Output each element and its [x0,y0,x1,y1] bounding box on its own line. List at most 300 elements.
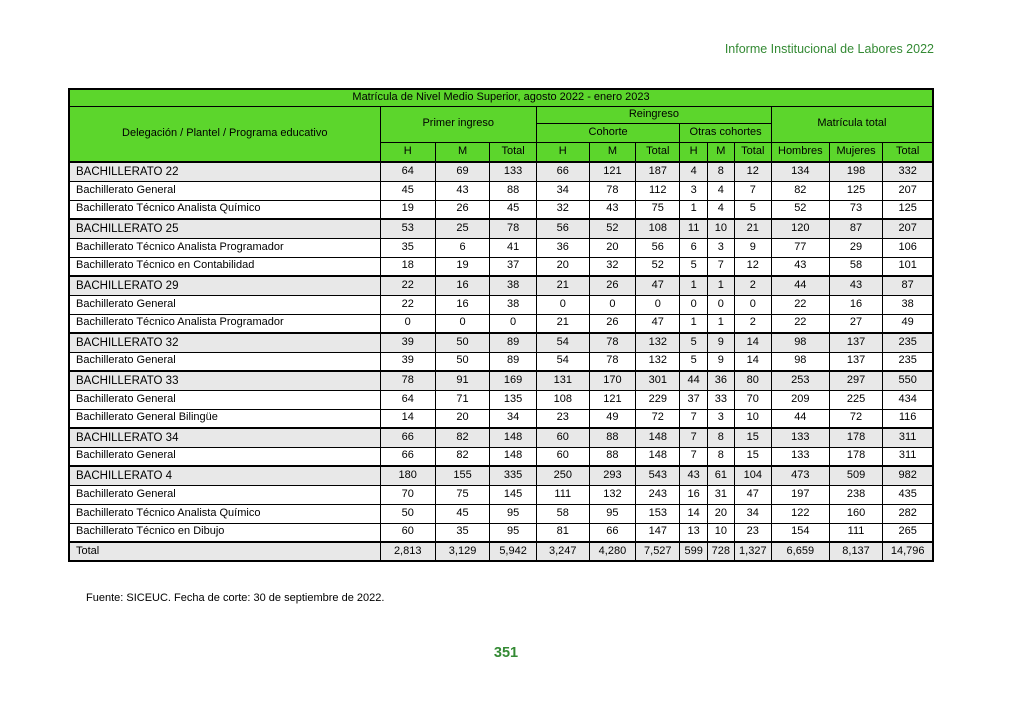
row-label: BACHILLERATO 32 [69,333,380,352]
row-value: 27 [829,314,883,333]
row-value: 52 [771,200,829,219]
row-value: 82 [435,447,489,466]
row-value: 108 [536,390,589,409]
row-value: 4 [680,162,708,181]
subcolumn-header: Hombres [771,142,829,162]
row-value: 543 [636,466,680,485]
row-value: 0 [707,295,734,314]
subcolumn-header: H [680,142,708,162]
table-group-header-row [69,106,933,123]
row-value: 5 [680,333,708,352]
row-value: 0 [680,295,708,314]
row-value: 293 [589,466,636,485]
row-value: 56 [536,219,589,238]
subcolumn-header: Total [636,142,680,162]
row-label: Bachillerato General Bilingüe [69,409,380,428]
row-value: 64 [380,390,435,409]
row-value: 131 [536,371,589,390]
row-value: 38 [490,276,537,295]
row-value: 36 [536,238,589,257]
row-label: Bachillerato Técnico en Dibujo [69,523,380,542]
row-value: 1 [680,314,708,333]
row-value: 145 [490,485,537,504]
row-value: 169 [490,371,537,390]
row-value: 137 [829,352,883,371]
row-value: 60 [536,428,589,447]
row-value: 187 [636,162,680,181]
table-row [69,238,933,257]
row-value: 60 [536,447,589,466]
row-value: 50 [435,333,489,352]
row-value: 6,659 [771,542,829,561]
table-body [69,162,933,561]
row-value: 132 [636,352,680,371]
row-value: 35 [435,523,489,542]
row-value: 16 [435,295,489,314]
row-value: 75 [636,200,680,219]
row-value: 52 [589,219,636,238]
row-value: 12 [734,162,771,181]
row-value: 37 [490,257,537,276]
table-title: Matrícula de Nivel Medio Superior, agosto 2022 - enero 2023 [69,89,933,106]
row-value: 49 [589,409,636,428]
row-value: 26 [589,314,636,333]
row-value: 0 [380,314,435,333]
row-value: 253 [771,371,829,390]
row-value: 16 [829,295,883,314]
row-value: 98 [771,333,829,352]
row-value: 148 [490,428,537,447]
row-value: 7 [734,181,771,200]
row-value: 50 [380,504,435,523]
column-group-primer-ingreso: Primer ingreso [380,106,536,142]
row-value: 155 [435,466,489,485]
table-title-row [69,89,933,106]
row-value: 32 [536,200,589,219]
row-value: 160 [829,504,883,523]
subcolumn-header: M [707,142,734,162]
subcolumn-header: Total [734,142,771,162]
row-value: 8 [707,447,734,466]
row-value: 207 [883,219,933,238]
row-value: 14 [380,409,435,428]
row-value: 22 [771,295,829,314]
row-value: 98 [771,352,829,371]
row-value: 88 [589,428,636,447]
row-value: 50 [435,352,489,371]
row-value: 0 [536,295,589,314]
row-label: BACHILLERATO 29 [69,276,380,295]
table-row [69,314,933,333]
column-header-delegacion: Delegación / Plantel / Programa educativo [69,106,380,162]
row-label: Bachillerato Técnico Analista Programador [69,314,380,333]
row-value: 33 [707,390,734,409]
row-value: 72 [636,409,680,428]
row-value: 43 [589,200,636,219]
row-value: 9 [707,352,734,371]
row-value: 70 [734,390,771,409]
row-value: 45 [435,504,489,523]
row-value: 332 [883,162,933,181]
row-value: 509 [829,466,883,485]
source-note: Fuente: SICEUC. Fecha de corte: 30 de septiembre de 2022. [86,592,385,604]
row-value: 111 [829,523,883,542]
row-value: 599 [680,542,708,561]
row-value: 170 [589,371,636,390]
row-label: Bachillerato Técnico Analista Químico [69,504,380,523]
row-value: 0 [490,314,537,333]
group-row [69,162,933,181]
row-value: 25 [435,219,489,238]
subcolumn-header: M [589,142,636,162]
row-value: 335 [490,466,537,485]
group-row [69,276,933,295]
row-value: 39 [380,333,435,352]
row-value: 282 [883,504,933,523]
row-value: 45 [490,200,537,219]
row-value: 122 [771,504,829,523]
row-value: 95 [490,523,537,542]
row-value: 1,327 [734,542,771,561]
row-value: 89 [490,352,537,371]
row-value: 235 [883,333,933,352]
row-value: 153 [636,504,680,523]
row-value: 125 [829,181,883,200]
row-value: 148 [636,447,680,466]
row-value: 9 [734,238,771,257]
row-value: 1 [680,276,708,295]
row-value: 106 [883,238,933,257]
row-value: 44 [771,276,829,295]
group-row [69,371,933,390]
row-value: 3,129 [435,542,489,561]
table-row [69,523,933,542]
total-row [69,542,933,561]
row-value: 58 [829,257,883,276]
row-value: 70 [380,485,435,504]
row-value: 66 [589,523,636,542]
row-value: 87 [883,276,933,295]
group-row [69,466,933,485]
row-value: 19 [435,257,489,276]
row-value: 14 [734,352,771,371]
row-value: 29 [829,238,883,257]
row-value: 132 [636,333,680,352]
row-value: 66 [380,428,435,447]
row-value: 108 [636,219,680,238]
row-value: 235 [883,352,933,371]
row-value: 728 [707,542,734,561]
page-number: 351 [493,645,519,661]
row-value: 6 [680,238,708,257]
row-label: BACHILLERATO 22 [69,162,380,181]
row-value: 16 [435,276,489,295]
subcolumn-header: Mujeres [829,142,883,162]
row-value: 473 [771,466,829,485]
row-value: 78 [490,219,537,238]
row-value: 434 [883,390,933,409]
row-label: Bachillerato Técnico en Contabilidad [69,257,380,276]
row-value: 265 [883,523,933,542]
row-value: 5 [680,257,708,276]
row-value: 7 [680,447,708,466]
row-value: 53 [380,219,435,238]
row-value: 64 [380,162,435,181]
row-value: 243 [636,485,680,504]
row-value: 22 [771,314,829,333]
row-value: 73 [829,200,883,219]
row-value: 21 [536,314,589,333]
table-row [69,504,933,523]
row-value: 78 [589,333,636,352]
row-value: 12 [734,257,771,276]
row-value: 13 [680,523,708,542]
column-group-cohorte: Cohorte [536,123,679,142]
row-value: 178 [829,447,883,466]
row-value: 5 [734,200,771,219]
table-row [69,447,933,466]
row-value: 21 [734,219,771,238]
row-value: 66 [380,447,435,466]
row-value: 3 [707,409,734,428]
row-value: 44 [680,371,708,390]
row-label: Bachillerato General [69,485,380,504]
group-row [69,333,933,352]
row-value: 112 [636,181,680,200]
row-value: 101 [883,257,933,276]
group-row [69,428,933,447]
row-value: 26 [589,276,636,295]
row-value: 250 [536,466,589,485]
row-value: 2,813 [380,542,435,561]
row-value: 91 [435,371,489,390]
row-value: 69 [435,162,489,181]
report-title: Informe Institucional de Labores 2022 [724,42,934,56]
row-value: 35 [380,238,435,257]
subcolumn-header: Total [883,142,933,162]
row-value: 88 [490,181,537,200]
row-value: 301 [636,371,680,390]
row-value: 49 [883,314,933,333]
row-value: 14,796 [883,542,933,561]
row-value: 4 [707,200,734,219]
row-value: 125 [883,200,933,219]
table-row [69,485,933,504]
row-value: 43 [680,466,708,485]
row-label: Total [69,542,380,561]
row-value: 47 [636,314,680,333]
row-value: 148 [490,447,537,466]
row-value: 1 [707,276,734,295]
row-value: 197 [771,485,829,504]
row-value: 39 [380,352,435,371]
row-value: 78 [589,181,636,200]
row-value: 71 [435,390,489,409]
row-value: 7 [680,409,708,428]
row-label: BACHILLERATO 33 [69,371,380,390]
row-value: 148 [636,428,680,447]
row-value: 23 [536,409,589,428]
row-value: 78 [380,371,435,390]
row-value: 14 [680,504,708,523]
row-value: 133 [771,428,829,447]
row-value: 15 [734,428,771,447]
row-value: 180 [380,466,435,485]
row-value: 56 [636,238,680,257]
row-value: 4,280 [589,542,636,561]
table-row [69,295,933,314]
row-value: 44 [771,409,829,428]
row-value: 34 [734,504,771,523]
row-value: 133 [771,447,829,466]
row-value: 36 [707,371,734,390]
row-value: 311 [883,447,933,466]
row-value: 81 [536,523,589,542]
row-value: 435 [883,485,933,504]
row-value: 20 [589,238,636,257]
row-value: 2 [734,276,771,295]
row-value: 7 [680,428,708,447]
row-value: 19 [380,200,435,219]
row-value: 20 [536,257,589,276]
row-value: 14 [734,333,771,352]
row-value: 43 [829,276,883,295]
row-value: 7,527 [636,542,680,561]
row-value: 32 [589,257,636,276]
row-value: 4 [707,181,734,200]
row-value: 120 [771,219,829,238]
row-value: 0 [589,295,636,314]
row-label: BACHILLERATO 4 [69,466,380,485]
subcolumn-header: H [536,142,589,162]
row-value: 95 [589,504,636,523]
row-value: 95 [490,504,537,523]
row-value: 6 [435,238,489,257]
table-row [69,257,933,276]
row-label: Bachillerato General [69,181,380,200]
row-value: 207 [883,181,933,200]
row-value: 132 [589,485,636,504]
row-value: 121 [589,390,636,409]
row-value: 8 [707,428,734,447]
row-value: 16 [680,485,708,504]
row-value: 72 [829,409,883,428]
row-value: 1 [680,200,708,219]
row-value: 3 [680,181,708,200]
row-value: 137 [829,333,883,352]
row-value: 116 [883,409,933,428]
row-value: 26 [435,200,489,219]
row-value: 20 [435,409,489,428]
table-row [69,181,933,200]
row-label: Bachillerato Técnico Analista Químico [69,200,380,219]
row-value: 34 [536,181,589,200]
row-value: 10 [734,409,771,428]
row-value: 88 [589,447,636,466]
row-value: 60 [380,523,435,542]
row-value: 2 [734,314,771,333]
row-value: 22 [380,295,435,314]
row-value: 3,247 [536,542,589,561]
row-value: 229 [636,390,680,409]
row-value: 75 [435,485,489,504]
row-value: 111 [536,485,589,504]
row-value: 78 [589,352,636,371]
row-value: 238 [829,485,883,504]
table-row [69,352,933,371]
row-value: 311 [883,428,933,447]
row-label: BACHILLERATO 25 [69,219,380,238]
enrollment-table [68,88,934,562]
row-value: 133 [490,162,537,181]
row-value: 77 [771,238,829,257]
row-value: 10 [707,523,734,542]
row-value: 5,942 [490,542,537,561]
row-value: 43 [435,181,489,200]
row-value: 41 [490,238,537,257]
row-value: 38 [883,295,933,314]
row-value: 54 [536,333,589,352]
row-value: 82 [771,181,829,200]
row-value: 47 [636,276,680,295]
row-label: Bachillerato General [69,390,380,409]
row-value: 89 [490,333,537,352]
row-value: 22 [380,276,435,295]
row-value: 198 [829,162,883,181]
row-value: 21 [536,276,589,295]
subcolumn-header: M [435,142,489,162]
row-value: 37 [680,390,708,409]
row-value: 54 [536,352,589,371]
row-value: 34 [490,409,537,428]
subcolumn-header: H [380,142,435,162]
subcolumn-header: Total [490,142,537,162]
row-value: 5 [680,352,708,371]
row-value: 135 [490,390,537,409]
row-value: 58 [536,504,589,523]
row-value: 47 [734,485,771,504]
row-value: 7 [707,257,734,276]
column-group-matricula-total: Matrícula total [771,106,933,142]
column-group-reingreso: Reingreso [536,106,771,123]
row-value: 121 [589,162,636,181]
table-header [69,89,933,162]
row-value: 66 [536,162,589,181]
row-value: 550 [883,371,933,390]
group-row [69,219,933,238]
row-value: 9 [707,333,734,352]
row-value: 178 [829,428,883,447]
row-label: Bachillerato General [69,352,380,371]
row-value: 982 [883,466,933,485]
row-value: 15 [734,447,771,466]
table-row [69,390,933,409]
row-value: 8,137 [829,542,883,561]
table-row [69,200,933,219]
table-row [69,409,933,428]
row-value: 209 [771,390,829,409]
row-value: 0 [636,295,680,314]
row-value: 11 [680,219,708,238]
row-value: 3 [707,238,734,257]
row-value: 61 [707,466,734,485]
row-value: 87 [829,219,883,238]
row-value: 38 [490,295,537,314]
row-value: 18 [380,257,435,276]
row-value: 80 [734,371,771,390]
row-value: 43 [771,257,829,276]
column-group-otras-cohortes: Otras cohortes [680,123,772,142]
